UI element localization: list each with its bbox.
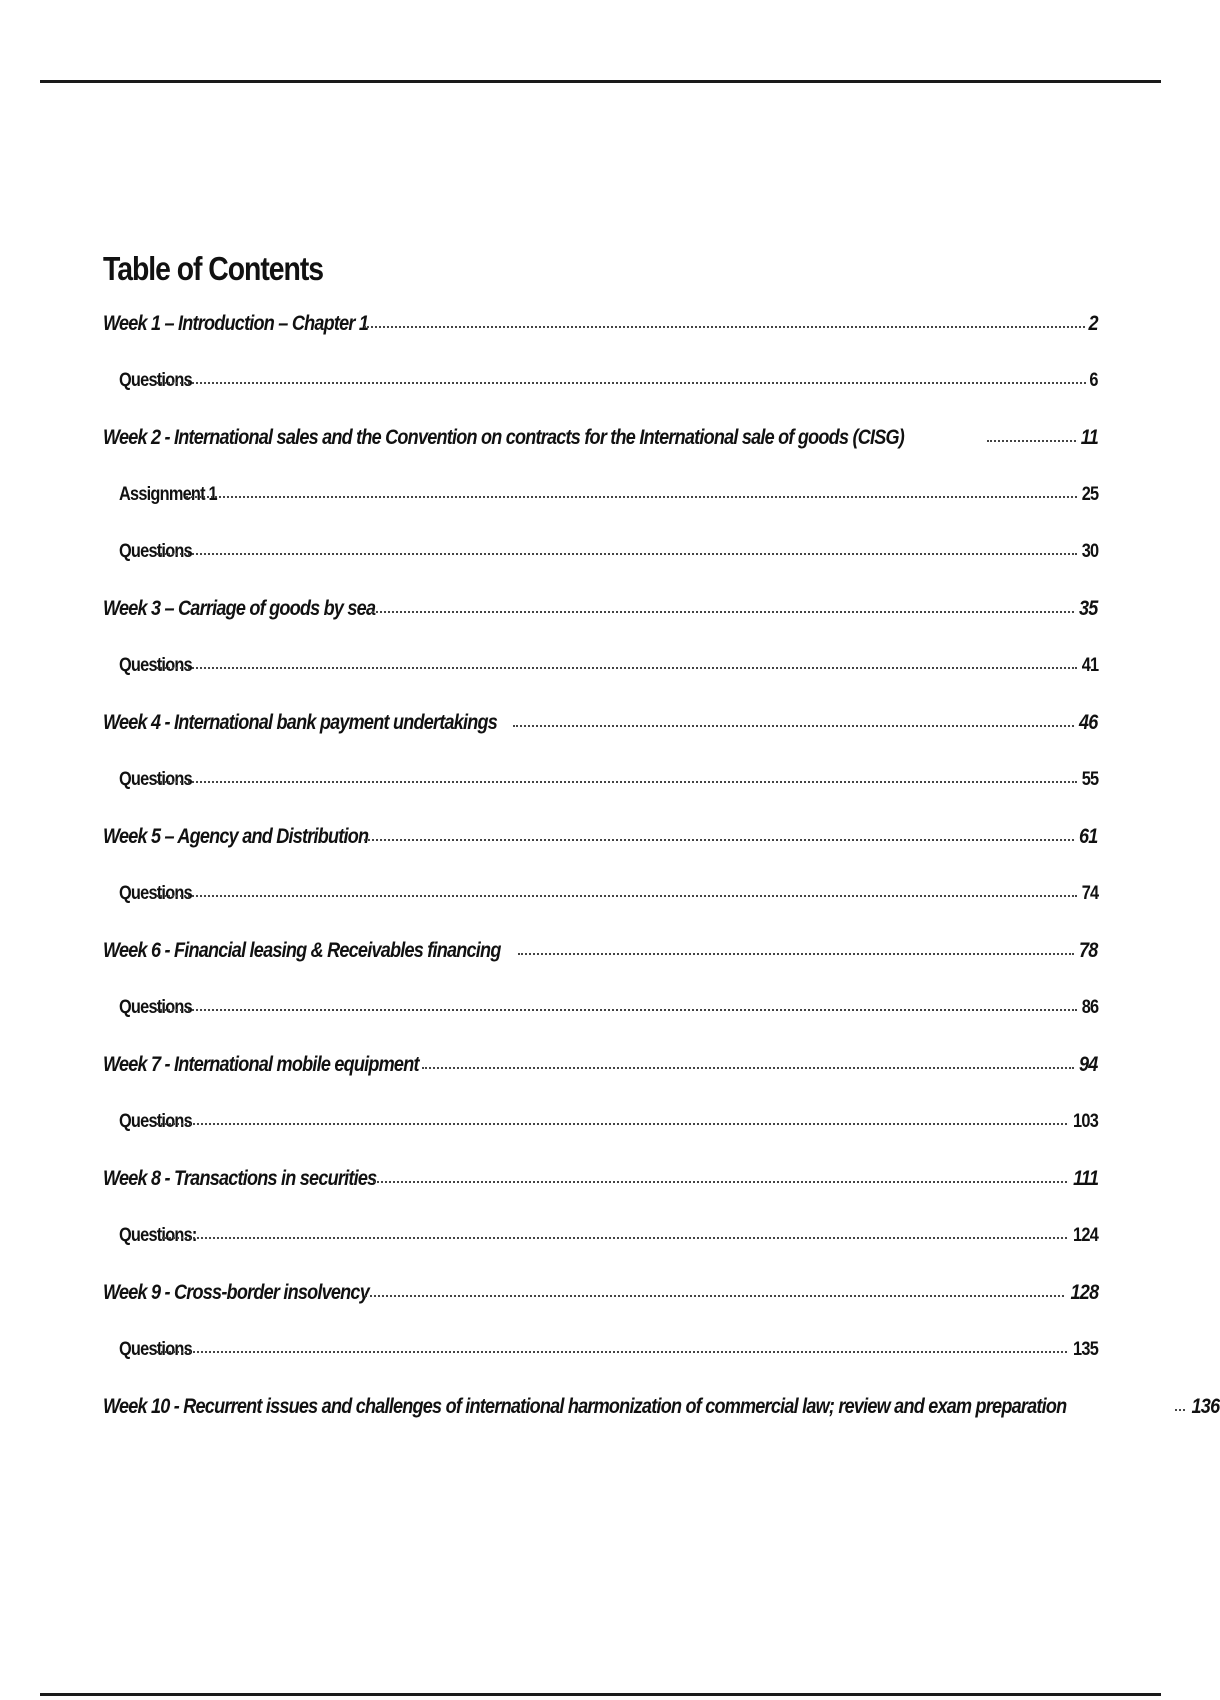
toc-entry-chapter[interactable] (103, 1278, 1098, 1335)
toc-entry-title: Week 4 - International bank payment undertakings (103, 711, 498, 734)
dot-leader (364, 839, 1075, 841)
dot-leader (365, 1295, 1064, 1297)
toc-entry-chapter[interactable] (103, 1392, 1220, 1449)
header-rule (40, 80, 1161, 83)
toc-entry-chapter[interactable] (103, 309, 1098, 366)
toc-entry-section[interactable] (103, 480, 1098, 537)
toc-entry-title: Week 1 – Introduction – Chapter 1 (103, 312, 369, 335)
toc-entry-page-number: 124 (1073, 1225, 1098, 1246)
dot-leader (157, 1351, 1067, 1353)
toc-entry-title: Week 2 - International sales and the Convention on contracts for the International sale of goods (CISG) (103, 426, 904, 449)
toc-entry-title: Week 5 – Agency and Distribution (103, 825, 369, 848)
toc-entry-title: Week 3 – Carriage of goods by sea (103, 597, 376, 620)
toc-entry-page-number: 11 (1080, 426, 1098, 449)
toc-entry-chapter[interactable] (103, 594, 1098, 651)
toc-entry-page-number: 35 (1079, 597, 1098, 620)
dot-leader (372, 611, 1075, 613)
toc-list (103, 309, 1220, 1449)
toc-entry-title: Week 8 - Transactions in securities (103, 1167, 377, 1190)
dot-leader (518, 953, 1075, 955)
toc-entry-section[interactable] (103, 879, 1098, 936)
toc-entry-title: Assignment 1 (119, 484, 217, 505)
toc-entry-section[interactable] (103, 1107, 1098, 1164)
toc-entry-chapter[interactable] (103, 708, 1098, 765)
toc-entry-page-number: 86 (1081, 997, 1098, 1018)
dot-leader (186, 496, 1077, 498)
toc-entry-page-number: 6 (1089, 370, 1098, 391)
dot-leader (157, 553, 1077, 555)
toc-entry-title: Questions (119, 370, 192, 391)
toc-entry-title: Week 6 - Financial leasing & Receivables financing (103, 939, 501, 962)
dot-leader (373, 1181, 1067, 1183)
table-of-contents (103, 243, 1220, 1449)
toc-entry-chapter[interactable] (103, 1164, 1098, 1221)
toc-entry-title: Questions (119, 1339, 192, 1360)
footer-rule (40, 1693, 1161, 1696)
toc-entry-title: Questions (119, 655, 192, 676)
dot-leader (157, 895, 1077, 897)
toc-entry-page-number: 111 (1072, 1167, 1098, 1190)
toc-entry-title: Week 10 - Recurrent issues and challenges of international harmonization of commercial law; review and exam preparation (103, 1395, 1067, 1418)
toc-entry-page-number: 2 (1088, 312, 1098, 335)
toc-entry-chapter[interactable] (103, 423, 1098, 480)
toc-entry-page-number: 78 (1079, 939, 1098, 962)
toc-entry-title: Questions (119, 769, 192, 790)
toc-entry-section[interactable] (103, 651, 1098, 708)
toc-entry-section[interactable] (103, 993, 1098, 1050)
toc-heading: Table of Contents (103, 250, 324, 287)
dot-leader (157, 781, 1077, 783)
toc-entry-page-number: 94 (1079, 1053, 1098, 1076)
dot-leader (157, 1009, 1077, 1011)
toc-entry-section[interactable] (103, 1335, 1098, 1392)
toc-entry-title: Questions (119, 1111, 192, 1132)
toc-entry-title: Week 9 - Cross-border insolvency (103, 1281, 369, 1304)
toc-entry-title: Questions (119, 883, 192, 904)
toc-entry-title: Questions (119, 541, 192, 562)
toc-entry-title: Week 7 - International mobile equipment (103, 1053, 419, 1076)
toc-entry-page-number: 55 (1081, 769, 1098, 790)
dot-leader (364, 326, 1086, 328)
toc-entry-section[interactable] (103, 765, 1098, 822)
toc-entry-page-number: 74 (1081, 883, 1098, 904)
toc-entry-page-number: 41 (1081, 655, 1098, 676)
toc-entry-section[interactable] (103, 537, 1098, 594)
toc-entry-page-number: 136 (1191, 1395, 1220, 1418)
toc-entry-page-number: 128 (1070, 1281, 1098, 1304)
toc-entry-title: Questions (119, 997, 192, 1018)
toc-entry-chapter[interactable] (103, 936, 1098, 993)
toc-entry-chapter[interactable] (103, 822, 1098, 879)
toc-entry-section[interactable] (103, 366, 1098, 423)
toc-entry-page-number: 61 (1079, 825, 1098, 848)
dot-leader (157, 1123, 1067, 1125)
toc-entry-page-number: 30 (1081, 541, 1098, 562)
toc-entry-title: Questions: (119, 1225, 197, 1246)
dot-leader (513, 725, 1074, 727)
toc-entry-page-number: 46 (1079, 711, 1098, 734)
toc-entry-page-number: 25 (1081, 484, 1098, 505)
dot-leader (157, 382, 1086, 384)
toc-entry-section[interactable] (103, 1221, 1098, 1278)
toc-entry-page-number: 103 (1073, 1111, 1098, 1132)
dot-leader (162, 1237, 1067, 1239)
dot-leader (987, 440, 1076, 442)
dot-leader (1175, 1409, 1185, 1411)
dot-leader (422, 1067, 1074, 1069)
toc-entry-chapter[interactable] (103, 1050, 1098, 1107)
toc-entry-page-number: 135 (1073, 1339, 1098, 1360)
dot-leader (157, 667, 1077, 669)
